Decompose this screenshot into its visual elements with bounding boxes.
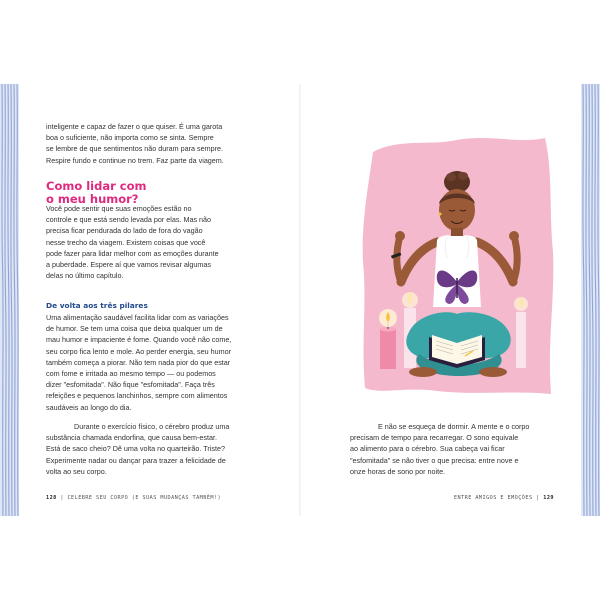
left-footer: 128 | CELEBRE SEU CORPO (E SUAS MUDANÇAS TAMBÉM!) [46,495,222,501]
page-edge-pattern-left [0,84,19,516]
subsection-heading: De volta aos três pilares [46,301,148,310]
sleep-paragraph: E não se esqueça de dormir. A mente e o corpo precisam de tempo para recarregar. O sono equivale ao alimento para o cérebro. Sua cabeça vai ficar "esfomitada" se não tiver o que precisa: entre nove e onze horas de sono por noite. [350,422,530,476]
right-page [300,84,581,516]
meditating-girl-illustration [359,132,555,398]
running-title-right: ENTRE AMIGOS E EMOÇÕES [453,495,533,501]
page-number-right: 129 [543,495,554,501]
mood-paragraph: Você pode sentir que suas emoções estão no controle e que está sendo levada por elas. Mas não precisa ficar pendurada do lado de fora do vagão nesse trecho da viagem. Existem coisas que você pode fazer para lidar melhor com as emoções durante a puberdade. Espere aí que vamos revisar algumas delas no último capítulo. [46,204,219,281]
exercise-paragraph: Durante o exercício físico, o cérebro produz uma substância chamada endorfina, que causa bem-estar. Está de saco cheio? Dê uma volta no quarteirão. Triste? Experimente nadar ou dançar para trazer a felicidade de volta ao seu corpo. [46,422,230,476]
intro-paragraph: inteligente e capaz de fazer o que quiser. É uma garota boa o suficiente, não importa como se sinta. Sempre se lembre de que sentimentos não duram para sempre. Respire fundo e continue no trem. Faz parte da viagem. [46,122,224,165]
page-edge-pattern-right [581,84,600,516]
running-title-left: CELEBRE SEU CORPO (E SUAS MUDANÇAS TAMBÉM!) [67,495,222,501]
pillars-paragraph: Uma alimentação saudável facilita lidar com as variações de humor. Se tem uma coisa que deixa qualquer um de mau humor e impaciente é fome. Quando você não come, seu corpo fica lento e mole. Ao perder energia, seu humor também começa a piorar. Não tem nada pior do que estar com fome e irritada ao mesmo tempo — ou podemos dizer "esfomitada". Não fique "esfomitada". Faça três refeições e pequenos lanchinhos, sempre com alimentos saudáveis ao longo do dia. [46,313,232,412]
page-number-left: 128 [46,495,57,501]
right-footer: ENTRE AMIGOS E EMOÇÕES | 129 [453,495,554,501]
book-spread [0,84,600,516]
left-page [19,84,300,516]
section-heading: Como lidar com o meu humor? [46,179,147,206]
